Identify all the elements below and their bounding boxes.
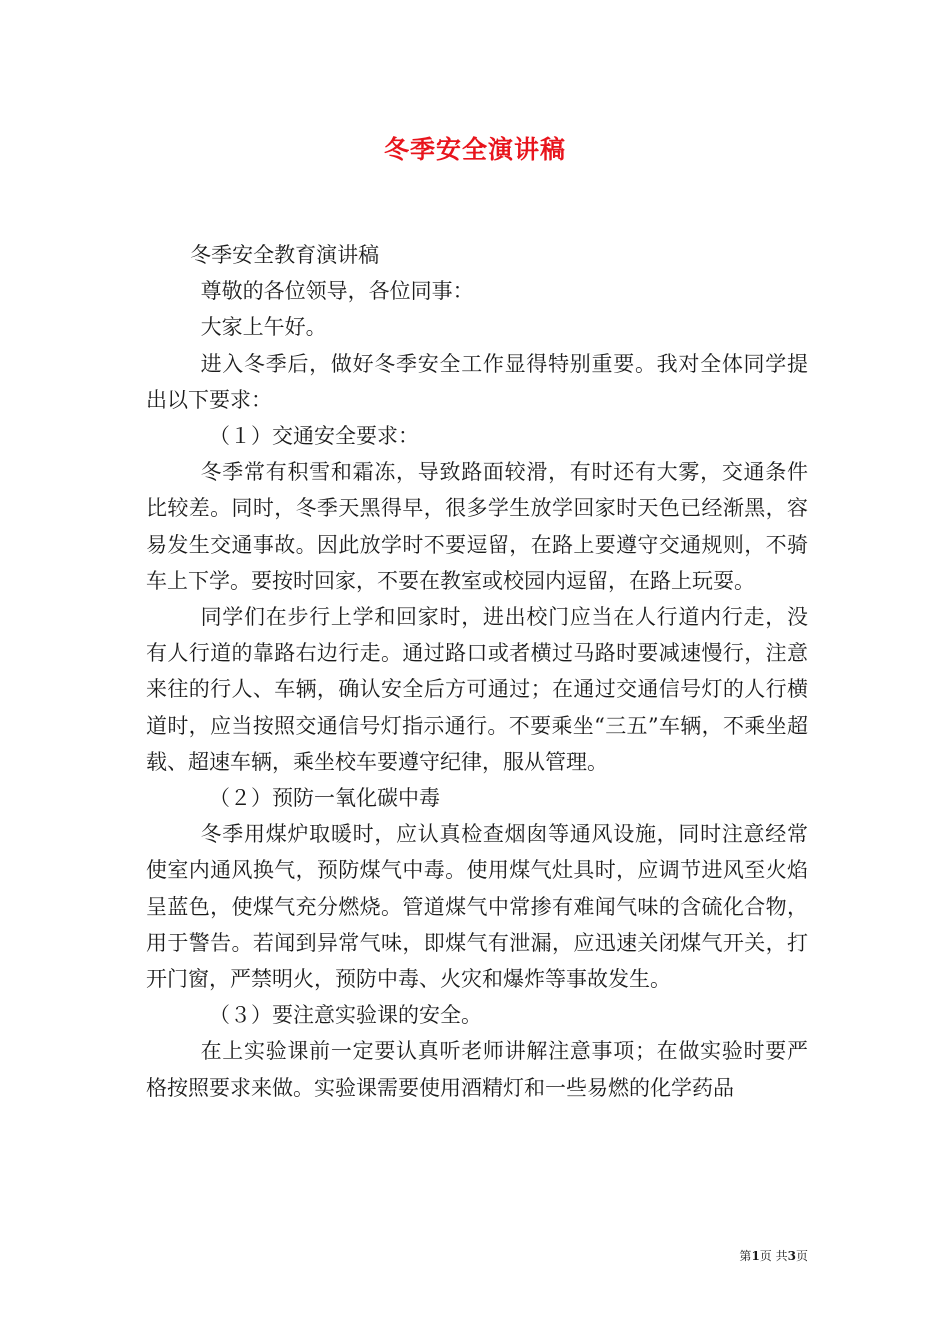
section-heading-co-poisoning: （２）预防一氧化碳中毒 xyxy=(209,786,440,811)
greeting: 大家上午好。 xyxy=(200,315,327,340)
paragraph-traffic-1: 冬季常有积雪和霜冻，导致路面较滑，有时还有大雾，交通条件比较差。同时，冬季天黑得早，很多学生放学回家时天色已经渐黑，容易发生交通事故。因此放学时不要逗留，在路上要遵守交通规则，不骑车上下学。要按时回家，不要在教室或校园内逗留，在路上玩耍。 xyxy=(146,460,808,593)
footer-middle: 页 共 xyxy=(759,1249,788,1263)
footer-total-pages: 3 xyxy=(787,1249,796,1263)
intro-paragraph: 进入冬季后，做好冬季安全工作显得特别重要。我对全体同学提出以下要求： xyxy=(146,351,808,412)
footer-prefix: 第 xyxy=(739,1249,752,1263)
footer-current-page: 1 xyxy=(751,1249,760,1263)
page-number-footer xyxy=(716,1247,808,1264)
document-body xyxy=(146,237,808,1106)
section-heading-traffic: （１）交通安全要求： xyxy=(209,424,419,449)
section-heading-lab-safety: （３）要注意实验课的安全。 xyxy=(209,1003,482,1028)
salutation: 尊敬的各位领导，各位同事： xyxy=(200,279,474,304)
paragraph-co-poisoning: 冬季用煤炉取暖时，应认真检查烟囱等通风设施，同时注意经常使室内通风换气，预防煤气中毒。使用煤气灶具时，应调节进风至火焰呈蓝色，使煤气充分燃烧。管道煤气中常掺有难闻气味的含硫化合物，用于警告。若闻到异常气味，即煤气有泄漏，应迅速关闭煤气开关，打开门窗，严禁明火，预防中毒、火灾和爆炸等事故发生。 xyxy=(146,822,808,992)
page-title: 冬季安全演讲稿 xyxy=(383,135,566,164)
footer-suffix: 页 xyxy=(795,1249,808,1263)
document-subtitle: 冬季安全教育演讲稿 xyxy=(190,243,380,267)
paragraph-traffic-2: 同学们在步行上学和回家时，进出校门应当在人行道内行走，没有人行道的靠路右边行走。通过路口或者横过马路时要减速慢行，注意来往的行人、车辆，确认安全后方可通过；在通过交通信号灯的人行横道时，应当按照交通信号灯指示通行。不要乘坐“三五”车辆，不乘坐超载、超速车辆，乘坐校车要遵守纪律，服从管理。 xyxy=(146,605,808,774)
paragraph-lab-safety: 在上实验课前一定要认真听老师讲解注意事项；在做实验时要严格按照要求来做。实验课需要使用酒精灯和一些易燃的化学药品 xyxy=(146,1039,808,1100)
